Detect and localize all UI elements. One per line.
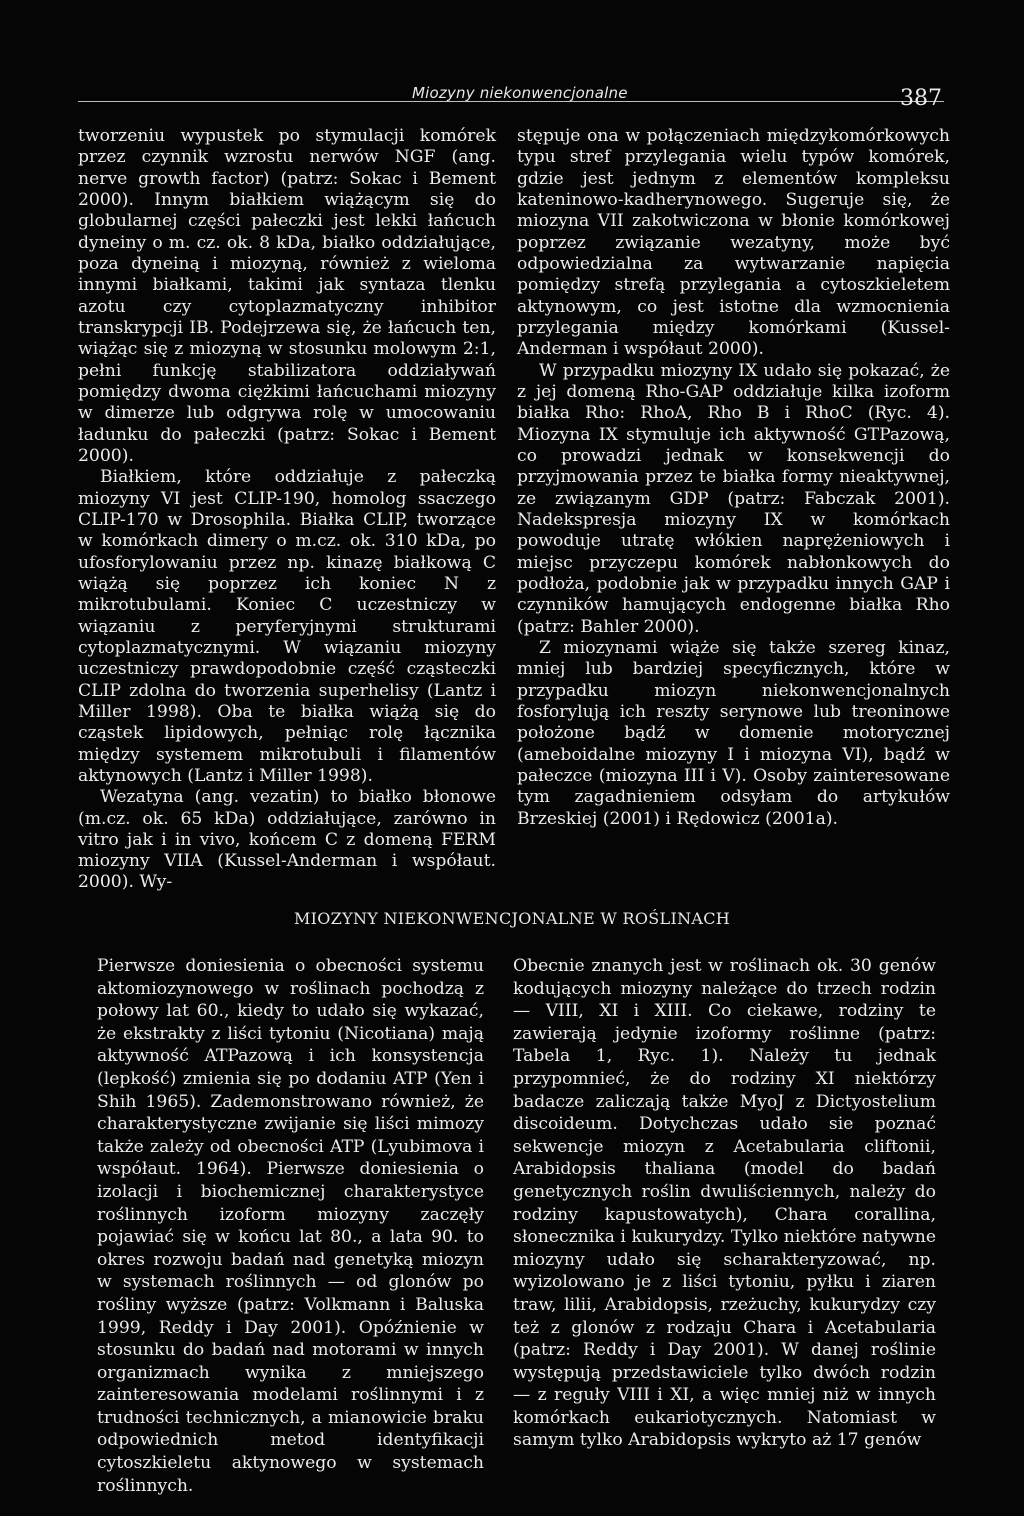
bottom-right-column bbox=[513, 955, 936, 1452]
bottom-left-column bbox=[97, 955, 484, 1497]
paragraph: Białkiem, które oddziałuje z pałeczką miozyny VI jest CLIP-190, homolog ssaczego CLIP-170 w Drosophila. Białka CLIP, tworzące w komórkach dimery o m.cz. ok. 310 kDa, po ufosforylowaniu przez np. kinazę białkową C wiążą się poprzez ich koniec N z mikrotubulami. Koniec C uczestniczy w wiązaniu z peryferyjnymi strukturami cytoplazmatycznymi. W wiązaniu miozyny uczestniczy prawdopodobnie część cząsteczki CLIP zdolna do tworzenia superhelisy (Lantz i Miller 1998). Oba te białka wiążą się do cząstek lipidowych, pełniąc rolę łącznika między systemem mikrotubuli i filamentów aktynowych (Lantz i Miller 1998). bbox=[78, 467, 496, 786]
page-number: 387 bbox=[900, 86, 942, 111]
paragraph: Wezatyna (ang. vezatin) to białko błonowe (m.cz. ok. 65 kDa) oddziałujące, zarówno in vitro jak i in vivo, końcem C z domeną FERM miozyny VIIA (Kussel-Anderman i współaut. 2000). Wy- bbox=[78, 787, 496, 893]
section-heading: MIOZYNY NIEKONWENCJONALNE W ROŚLINACH bbox=[293, 909, 731, 928]
paragraph: W przypadku miozyny IX udało się pokazać, że z jej domeną Rho-GAP oddziałuje kilka izoform białka Rho: RhoA, Rho B i RhoC (Ryc. 4). Miozyna IX stymuluje ich aktywność GTPazową, co prowadzi jednak w konsekwencji do przyjmowania przez te białka formy nieaktywnej, ze związanym GDP (patrz: Fabczak 2001). Nadekspresja miozyny IX w komórkach powoduje utratę włókien naprężeniowych i miejsc przyczepu komórek nabłonkowych do podłoża, podobnie jak w przypadku innych GAP i czynników hamujących endogenne białka Rho (patrz: Bahler 2000). bbox=[517, 360, 950, 637]
paragraph: stępuje ona w połączeniach międzykomórkowych typu stref przylegania wielu typów komórek, gdzie jest jednym z elementów kompleksu kateninowo-kadherynowego. Sugeruje się, że miozyna VII zakotwiczona w błonie komórkowej poprzez związanie wezatyny, może być odpowiedzialna za wytwarzanie napięcia pomiędzy strefą przylegania a cytoszkieletem aktynowym, co jest istotne dla wzmocnienia przylegania między komórkami (Kussel-Anderman i współaut 2000). bbox=[517, 126, 950, 360]
paragraph: Pierwsze doniesienia o obecności systemu aktomiozynowego w roślinach pochodzą z połowy lat 60., kiedy to udało się wykazać, że ekstrakty z liści tytoniu (Nicotiana) mają aktywność ATPazową i ich konsystencja (lepkość) zmienia się po dodaniu ATP (Yen i Shih 1965). Zademonstrowano również, że charakterystyczne zwijanie się liści mimozy także zależy od obecności ATP (Lyubimova i współaut. 1964). Pierwsze doniesienia o izolacji i biochemicznej charakterystyce roślinnych izoform miozyny zaczęły pojawiać się w końcu lat 80., a lata 90. to okres rozwoju badań nad genetyką miozyn w systemach roślinnych — od glonów po rośliny wyższe (patrz: Volkmann i Baluska 1999, Reddy i Day 2001). Opóźnienie w stosunku do badań nad motorami w innych organizmach wynika z mniejszego zainteresowania modelami roślinnymi i z trudności technicznych, a mianowicie braku odpowiednich metod identyfikacji cytoszkieletu aktynowego w systemach roślinnych. bbox=[97, 956, 484, 1496]
running-title: Miozyny niekonwencjonalne bbox=[412, 84, 628, 102]
top-right-column bbox=[517, 126, 950, 830]
paragraph: Z miozynami wiąże się także szereg kinaz, mniej lub bardziej specyficznych, które w przypadku miozyn niekonwencjonalnych fosforylują ich reszty serynowe lub treoninowe położone bądź w domenie motorycznej (ameboidalne miozyny I i miozyna VI), bądź w pałeczce (miozyna III i V). Osoby zainteresowane tym zagadnieniem odsyłam do artykułów Brzeskiej (2001) i Rędowicz (2001a). bbox=[517, 637, 950, 829]
paragraph: Obecnie znanych jest w roślinach ok. 30 genów kodujących miozyny należące do trzech rodzin — VIII, XI i XIII. Co ciekawe, rodziny te zawierają jedynie izoformy roślinne (patrz: Tabela 1, Ryc. 1). Należy tu jednak przypomnieć, że do rodziny XI niektórzy badacze zaliczają także MyoJ z Dictyostelium discoideum. Dotychczas udało sie poznać sekwencje miozyn z Acetabularia cliftonii, Arabidopsis thaliana (model do badań genetycznych roślin dwuliściennych, należy do rodziny kapustowatych), Chara corallina, słonecznika i kukurydzy. Tylko niektóre natywne miozyny udało się scharakteryzować, np. wyizolowano je z liści tytoniu, pyłku i ziaren traw, lilii, Arabidopsis, rzeżuchy, kukurydzy czy też z glonów z rodzaju Chara i Acetabularia (patrz: Reddy i Day 2001). W danej roślinie występują przedstawiciele tylko dwóch rodzin — z reguły VIII i XI, a więc mniej niż w innych komórkach eukariotycznych. Natomiast w samym tylko Arabidopsis wykryto aż 17 genów bbox=[513, 956, 936, 1451]
paragraph: tworzeniu wypustek po stymulacji komórek przez czynnik wzrostu nerwów NGF (ang. nerve growth factor) (patrz: Sokac i Bement 2000). Innym białkiem wiążącym się do globularnej części pałeczki jest lekki łańcuch dyneiny o m. cz. ok. 8 kDa, białko oddziałujące, poza dyneiną i miozyną, również z wieloma innymi białkami, takimi jak syntaza tlenku azotu czy cytoplazmatyczny inhibitor transkrypcji IB. Podejrzewa się, że łańcuch ten, wiążąc się z miozyną w stosunku molowym 2:1, pełni funkcję stabilizatora oddziaływań pomiędzy dwoma ciężkimi łańcuchami miozyny w dimerze lub odgrywa rolę w umocowaniu ładunku do pałeczki (patrz: Sokac i Bement 2000). bbox=[78, 126, 496, 466]
top-left-column bbox=[78, 126, 496, 894]
